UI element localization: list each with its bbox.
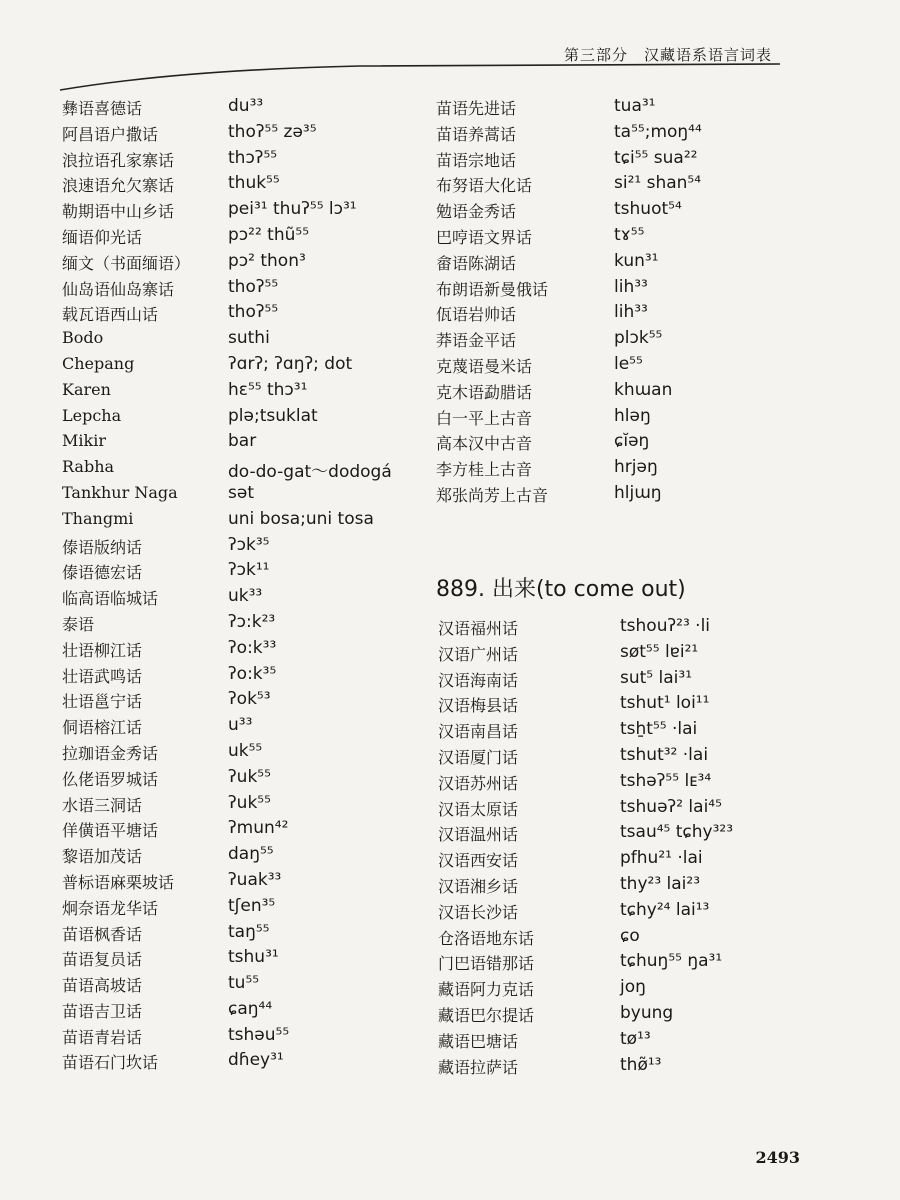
word-form: uk⁵⁵ xyxy=(228,740,263,761)
word-form: do-do-gat～dodogá xyxy=(228,462,392,483)
entry-row xyxy=(62,535,422,561)
language-label: 临高语临城话 xyxy=(62,589,159,609)
language-label: 壮语邕宁话 xyxy=(62,692,143,712)
language-label: 苗语枫香话 xyxy=(62,924,143,944)
entry-row xyxy=(438,1029,838,1055)
word-form: tshəʔ⁵⁵ lᴇ³⁴ xyxy=(620,770,712,791)
header-rule xyxy=(60,62,780,92)
entry-row xyxy=(436,483,836,509)
word-form: thoʔ⁵⁵ xyxy=(228,302,279,323)
entry-row xyxy=(438,848,838,874)
entry-row xyxy=(436,380,836,406)
word-form: thoʔ⁵⁵ xyxy=(228,276,279,297)
word-form: khɯan xyxy=(614,379,673,400)
language-label: 炯奈语龙华话 xyxy=(62,898,159,918)
entry-row xyxy=(62,922,422,948)
language-label: 彝语喜德话 xyxy=(62,99,143,118)
word-form: sut⁵ lai³¹ xyxy=(620,667,693,688)
word-form: ʔuk⁵⁵ xyxy=(228,766,271,787)
entry-row xyxy=(438,1003,838,1029)
language-label: 克蔑语曼米话 xyxy=(436,356,533,376)
language-label: 缅语仰光话 xyxy=(62,227,143,247)
word-form: taŋ⁵⁵ xyxy=(228,921,270,942)
word-form: daŋ⁵⁵ xyxy=(228,844,274,865)
word-form: pfhu²¹ ·lai xyxy=(620,848,703,869)
entry-row xyxy=(438,874,838,900)
word-form: thuk⁵⁵ xyxy=(228,173,280,194)
language-label: 勒期语中山乡话 xyxy=(62,202,175,222)
word-form: byung xyxy=(620,1002,674,1023)
word-form: thoʔ⁵⁵ zə³⁵ xyxy=(228,121,317,142)
entry-row xyxy=(436,148,836,174)
language-label: 汉语福州话 xyxy=(438,619,519,638)
entry-row xyxy=(62,870,422,896)
word-form: pɔ²² thũ⁵⁵ xyxy=(228,224,310,245)
entry-row xyxy=(62,947,422,973)
word-form: tsẖt⁵⁵ ·lai xyxy=(620,719,698,740)
running-title: 第三部分 汉藏语系语言词表 xyxy=(563,46,772,64)
word-form: ɕo xyxy=(620,925,640,946)
word-form: le⁵⁵ xyxy=(614,353,643,374)
language-label: 勉语金秀话 xyxy=(436,202,517,222)
word-form: tshu³¹ xyxy=(228,947,279,968)
word-form: tshut³² ·lai xyxy=(620,744,709,765)
language-label: 载瓦语西山话 xyxy=(62,305,159,325)
entry-row xyxy=(62,483,422,509)
language-label: 阿昌语户撒话 xyxy=(62,124,159,144)
entry-row xyxy=(62,457,422,483)
language-label: 克木语勐腊话 xyxy=(436,382,533,402)
entry-row xyxy=(62,741,422,767)
entry-row xyxy=(62,406,422,432)
entry-row xyxy=(62,767,422,793)
word-form: thø̃¹³ xyxy=(620,1054,662,1075)
word-form: tshuot⁵⁴ xyxy=(614,199,682,220)
word-form: lih³³ xyxy=(614,276,648,297)
word-form: pei³¹ thuʔ⁵⁵ lɔ³¹ xyxy=(228,199,357,220)
right-column-top xyxy=(436,96,836,509)
language-label: 苗语青岩话 xyxy=(62,1027,143,1047)
language-label: Rabha xyxy=(62,457,115,477)
word-form: ʔɔk³⁵ xyxy=(228,534,270,555)
entry-row xyxy=(438,977,838,1003)
language-label: 门巴语错那话 xyxy=(438,954,535,974)
language-label: 藏语巴塘话 xyxy=(438,1031,519,1051)
language-label: 苗语高坡话 xyxy=(62,976,143,996)
word-form: tsau⁴⁵ tɕhy³²³ xyxy=(620,822,734,843)
language-label: Mikir xyxy=(62,431,106,451)
entry-row xyxy=(62,612,422,638)
entry-row xyxy=(436,431,836,457)
language-label: 仓洛语地东话 xyxy=(438,928,535,948)
word-form: u³³ xyxy=(228,715,253,736)
entry-row xyxy=(436,354,836,380)
language-label: 缅文（书面缅语） xyxy=(62,253,191,273)
language-label: 苗语先进话 xyxy=(436,99,517,118)
entry-row xyxy=(438,771,838,797)
word-form: sət xyxy=(228,482,254,503)
entry-row xyxy=(62,586,422,612)
language-label: 壮语武鸣话 xyxy=(62,666,143,686)
language-label: Karen xyxy=(62,379,111,399)
entry-row xyxy=(62,664,422,690)
word-form: hljɯŋ xyxy=(614,482,662,503)
entry-row xyxy=(438,900,838,926)
entry-row xyxy=(62,380,422,406)
word-form: bar xyxy=(228,431,257,452)
word-form: dɦey³¹ xyxy=(228,1050,284,1071)
entry-row xyxy=(438,719,838,745)
language-label: 水语三洞话 xyxy=(62,795,143,815)
word-form: tshəu⁵⁵ xyxy=(228,1024,290,1045)
language-label: 苗语吉卫话 xyxy=(62,1001,143,1021)
entry-row xyxy=(62,844,422,870)
word-form: ta⁵⁵;moŋ⁴⁴ xyxy=(614,121,702,142)
right-column-bottom xyxy=(438,616,838,1080)
language-label: 白一平上古音 xyxy=(436,408,533,428)
entry-row xyxy=(438,822,838,848)
word-form: hləŋ xyxy=(614,405,651,426)
language-label: Lepcha xyxy=(62,405,122,425)
language-label: 黎语加茂话 xyxy=(62,847,143,867)
entry-row xyxy=(62,1050,422,1076)
word-form: plə;tsuklat xyxy=(228,405,318,426)
language-label: 傣语德宏话 xyxy=(62,563,143,583)
language-label: 汉语太原话 xyxy=(438,799,519,819)
word-form: tu⁵⁵ xyxy=(228,973,260,994)
language-label: 畲语陈湖话 xyxy=(436,253,517,273)
language-label: 汉语广州话 xyxy=(438,644,519,664)
language-label: 汉语西安话 xyxy=(438,851,519,871)
language-label: 汉语梅县话 xyxy=(438,696,519,716)
entry-row xyxy=(436,199,836,225)
word-form: tua³¹ xyxy=(614,96,656,116)
language-label: 汉语长沙话 xyxy=(438,902,519,922)
entry-row xyxy=(438,616,838,642)
entry-row xyxy=(436,406,836,432)
entry-row xyxy=(62,509,422,535)
word-form: tshuəʔ² lai⁴⁵ xyxy=(620,796,722,817)
entry-row xyxy=(62,896,422,922)
entry-row xyxy=(62,1025,422,1051)
word-form: ʔmun⁴² xyxy=(228,818,289,839)
entry-row xyxy=(438,1055,838,1081)
entry-row xyxy=(436,122,836,148)
word-form: ʔɔ:k²³ xyxy=(228,611,276,632)
word-form: plɔk⁵⁵ xyxy=(614,328,663,349)
word-form: ʔuak³³ xyxy=(228,869,282,890)
language-label: 郑张尚芳上古音 xyxy=(436,485,549,505)
left-column xyxy=(62,96,422,1076)
entry-row xyxy=(62,999,422,1025)
language-label: 壮语柳江话 xyxy=(62,640,143,660)
entry-row xyxy=(62,225,422,251)
language-label: 普标语麻栗坡话 xyxy=(62,872,175,892)
word-form: joŋ xyxy=(620,977,646,998)
language-label: 汉语海南话 xyxy=(438,670,519,690)
language-label: 高本汉中古音 xyxy=(436,434,533,454)
language-label: 泰语 xyxy=(62,614,95,634)
word-form: uk³³ xyxy=(228,586,263,607)
word-form: tshouʔ²³ ·li xyxy=(620,616,711,636)
entry-row xyxy=(436,328,836,354)
language-label: 仫佬语罗城话 xyxy=(62,769,159,789)
entry-row xyxy=(62,638,422,664)
language-label: 汉语厦门话 xyxy=(438,747,519,767)
section-title: 889. 出来(to come out) xyxy=(436,577,686,602)
language-label: 仙岛语仙岛寨话 xyxy=(62,279,175,299)
word-form: kun³¹ xyxy=(614,250,659,271)
entry-row xyxy=(62,818,422,844)
word-form: tshut¹ loi¹¹ xyxy=(620,693,710,714)
language-label: 莽语金平话 xyxy=(436,331,517,351)
language-label: 巴哼语文界话 xyxy=(436,227,533,247)
entry-row xyxy=(436,277,836,303)
word-form: ʔɑrʔ; ʔɑŋʔ; dot xyxy=(228,353,353,374)
entry-row xyxy=(436,302,836,328)
entry-row xyxy=(62,173,422,199)
entry-row xyxy=(62,199,422,225)
word-form: suthi xyxy=(228,328,270,349)
entry-row xyxy=(62,328,422,354)
word-form: tɕhy²⁴ lai¹³ xyxy=(620,899,710,920)
word-form: hrjəŋ xyxy=(614,457,658,478)
language-label: 苗语石门坎话 xyxy=(62,1053,159,1073)
language-label: 苗语养蒿话 xyxy=(436,124,517,144)
language-label: 布努语大化话 xyxy=(436,176,533,196)
entry-row xyxy=(438,745,838,771)
entry-row xyxy=(436,96,836,122)
entry-row xyxy=(62,715,422,741)
language-label: Tankhur Naga xyxy=(62,482,178,502)
word-form: tʃen³⁵ xyxy=(228,895,276,916)
language-label: 浪速语允欠寨话 xyxy=(62,176,175,196)
language-label: 李方桂上古音 xyxy=(436,460,533,480)
language-label: 拉珈语金秀话 xyxy=(62,743,159,763)
language-label: 汉语苏州话 xyxy=(438,773,519,793)
language-label: 汉语温州话 xyxy=(438,825,519,845)
page-number: 2493 xyxy=(755,1148,800,1167)
entry-row xyxy=(438,642,838,668)
word-form: ʔok⁵³ xyxy=(228,689,271,710)
entry-row xyxy=(62,689,422,715)
language-label: 苗语宗地话 xyxy=(436,150,517,170)
entry-row xyxy=(62,277,422,303)
word-form: tɤ⁵⁵ xyxy=(614,224,645,245)
word-form: du³³ xyxy=(228,96,264,116)
language-label: Bodo xyxy=(62,328,104,348)
language-label: 佯僙语平塘话 xyxy=(62,821,159,841)
language-label: 藏语拉萨话 xyxy=(438,1057,519,1077)
word-form: ʔo:k³⁵ xyxy=(228,663,277,684)
word-form: ɕĭəŋ xyxy=(614,431,650,452)
word-form: tɕi⁵⁵ sua²² xyxy=(614,147,698,168)
entry-row xyxy=(62,96,422,122)
language-label: 浪拉语孔家寨话 xyxy=(62,150,175,170)
language-label: 侗语榕江话 xyxy=(62,718,143,738)
entry-row xyxy=(436,251,836,277)
language-label: Chepang xyxy=(62,353,135,373)
entry-row xyxy=(436,173,836,199)
entry-row xyxy=(438,951,838,977)
entry-row xyxy=(62,122,422,148)
word-form: thy²³ lai²³ xyxy=(620,873,701,894)
language-label: 藏语巴尔提话 xyxy=(438,1005,535,1025)
language-label: Thangmi xyxy=(62,508,134,528)
word-form: ʔuk⁵⁵ xyxy=(228,792,271,813)
word-form: søt⁵⁵ lɐi²¹ xyxy=(620,641,699,662)
language-label: 布朗语新曼俄话 xyxy=(436,279,549,299)
entry-row xyxy=(438,797,838,823)
entry-row xyxy=(62,431,422,457)
entry-row xyxy=(62,251,422,277)
word-form: thɔʔ⁵⁵ xyxy=(228,147,278,168)
entry-row xyxy=(62,973,422,999)
entry-row xyxy=(62,793,422,819)
entry-row xyxy=(438,693,838,719)
entry-row xyxy=(436,225,836,251)
word-form: lih³³ xyxy=(614,302,648,323)
language-label: 汉语湘乡话 xyxy=(438,876,519,896)
word-form: uni bosa;uni tosa xyxy=(228,508,374,529)
word-form: pɔ² thon³ xyxy=(228,250,306,271)
entry-row xyxy=(62,560,422,586)
language-label: 佤语岩帅话 xyxy=(436,305,517,325)
word-form: si²¹ shan⁵⁴ xyxy=(614,173,702,194)
entry-row xyxy=(62,148,422,174)
word-form: ʔo:k³³ xyxy=(228,637,277,658)
word-form: tø¹³ xyxy=(620,1028,651,1049)
language-label: 藏语阿力克话 xyxy=(438,980,535,1000)
entry-row xyxy=(438,668,838,694)
language-label: 傣语版纳话 xyxy=(62,537,143,557)
entry-row xyxy=(62,302,422,328)
word-form: hɛ⁵⁵ thɔ³¹ xyxy=(228,379,308,400)
word-form: ʔɔk¹¹ xyxy=(228,560,270,581)
language-label: 苗语复员话 xyxy=(62,950,143,970)
entry-row xyxy=(62,354,422,380)
language-label: 汉语南昌话 xyxy=(438,722,519,742)
word-form: ɕaŋ⁴⁴ xyxy=(228,998,273,1019)
entry-row xyxy=(436,457,836,483)
word-form: tɕhuŋ⁵⁵ ŋa³¹ xyxy=(620,951,723,972)
entry-row xyxy=(438,926,838,952)
